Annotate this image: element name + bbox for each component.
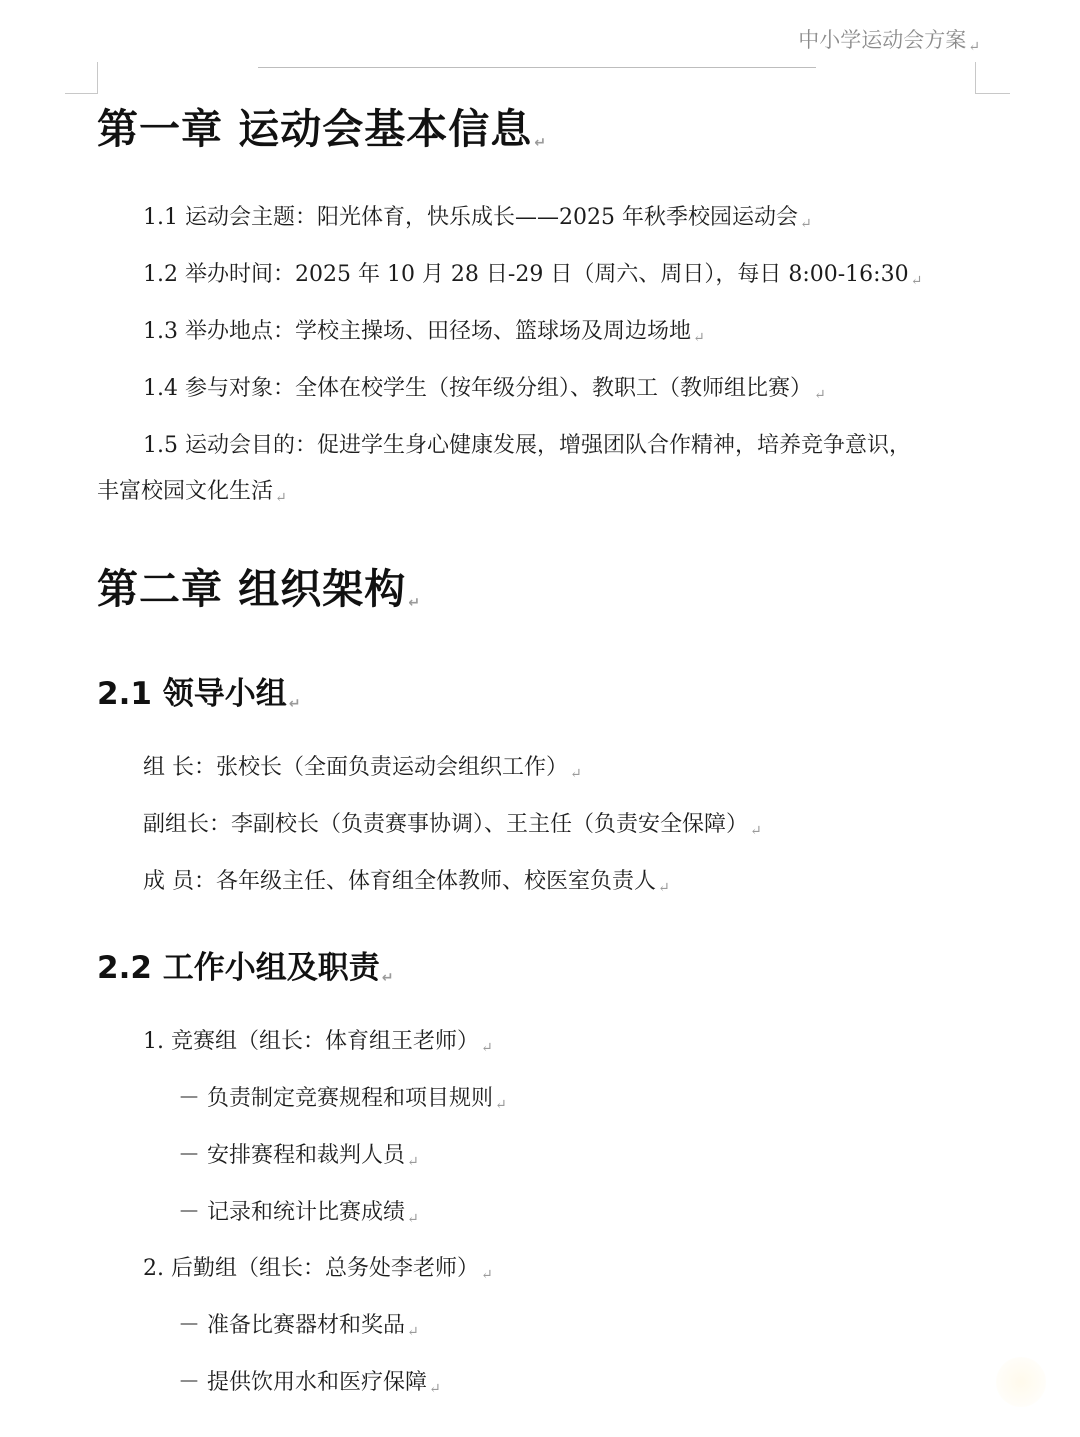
info-item-text: 1.3 举办地点：学校主操场、田径场、篮球场及周边场地 bbox=[143, 319, 691, 344]
deputy-leader-line-text: 副组长：李副校长（负责赛事协调）、王主任（负责安全保障） bbox=[143, 812, 749, 837]
duty-text: － 提供饮用水和医疗保障 bbox=[178, 1370, 427, 1395]
paragraph-mark-icon: ↵ bbox=[692, 330, 705, 346]
paragraph-mark-icon: ↵ bbox=[750, 823, 762, 839]
chapter-2-heading bbox=[97, 556, 421, 615]
paragraph-mark-icon: ↵ bbox=[407, 1324, 419, 1340]
section-2-1-title: 2.1 领导小组 bbox=[97, 676, 287, 712]
leader-line bbox=[143, 750, 582, 782]
paragraph-mark-icon: ↵ bbox=[275, 490, 287, 506]
duty-item bbox=[178, 1195, 419, 1227]
paragraph-mark-icon: ↵ bbox=[570, 766, 582, 782]
group-label: 2. 后勤组（组长：总务处李老师） bbox=[143, 1256, 479, 1281]
paragraph-mark-icon: ↵ bbox=[813, 387, 826, 403]
header-rule bbox=[258, 67, 816, 68]
paragraph-mark-icon: ↵ bbox=[407, 1154, 419, 1170]
group-label: 1. 竞赛组（组长：体育组王老师） bbox=[143, 1029, 479, 1054]
info-item-purpose bbox=[143, 428, 911, 459]
section-2-2-heading bbox=[97, 942, 393, 987]
paragraph-mark-icon: ↵ bbox=[407, 1211, 419, 1227]
header-title: 中小学运动会方案 bbox=[798, 28, 967, 52]
section-2-1-heading bbox=[97, 668, 300, 713]
paragraph-mark-icon: ↵ bbox=[408, 595, 422, 611]
chapter-1-heading bbox=[97, 96, 547, 155]
info-item-location bbox=[143, 314, 705, 346]
watermark-icon bbox=[996, 1357, 1046, 1407]
info-item-purpose-continued bbox=[97, 474, 287, 506]
crop-mark-right bbox=[975, 93, 1010, 94]
duty-text: － 准备比赛器材和奖品 bbox=[178, 1313, 405, 1338]
duty-text: － 记录和统计比赛成绩 bbox=[178, 1200, 405, 1225]
paragraph-mark-icon: ↵ bbox=[481, 1040, 493, 1056]
paragraph-mark-icon: ↵ bbox=[910, 273, 923, 289]
duty-text: － 负责制定竞赛规程和项目规则 bbox=[178, 1086, 493, 1111]
paragraph-mark-icon: ↵ bbox=[429, 1381, 441, 1397]
members-line-text: 成 员：各年级主任、体育组全体教师、校医室负责人 bbox=[143, 869, 656, 894]
paragraph-mark-icon: ↵ bbox=[799, 216, 812, 232]
paragraph-mark-icon: ↵ bbox=[481, 1267, 493, 1283]
leader-line-text: 组 长：张校长（全面负责运动会组织工作） bbox=[143, 755, 568, 780]
info-item-participants bbox=[143, 371, 826, 403]
paragraph-mark-icon: ↵ bbox=[381, 970, 394, 986]
info-item-text: 1.2 举办时间：2025 年 10 月 28 日-29 日（周六、周日），每日 8:00-16:30 bbox=[143, 262, 909, 287]
chapter-1-title: 第一章 运动会基本信息 bbox=[97, 105, 533, 153]
document-header bbox=[798, 24, 980, 55]
paragraph-mark-icon: ↵ bbox=[495, 1097, 507, 1113]
crop-mark-left bbox=[65, 93, 98, 94]
duty-item bbox=[178, 1308, 419, 1340]
info-item-text: 1.4 参与对象：全体在校学生（按年级分组）、教职工（教师组比赛） bbox=[143, 376, 812, 401]
group-item-competition bbox=[143, 1024, 493, 1056]
info-item-time bbox=[143, 257, 922, 289]
duty-item bbox=[178, 1138, 419, 1170]
info-item-text: 1.1 运动会主题：阳光体育，快乐成长——2025 年秋季校园运动会 bbox=[143, 205, 798, 230]
paragraph-mark-icon: ↵ bbox=[658, 880, 670, 896]
duty-text: － 安排赛程和裁判人员 bbox=[178, 1143, 405, 1168]
paragraph-mark-icon: ↵ bbox=[288, 696, 301, 712]
members-line bbox=[143, 864, 670, 896]
section-2-2-title: 2.2 工作小组及职责 bbox=[97, 950, 380, 986]
info-item-text: 1.5 运动会目的：促进学生身心健康发展，增强团队合作精神，培养竞争意识， bbox=[143, 433, 911, 458]
info-item-theme bbox=[143, 200, 812, 232]
group-item-logistics bbox=[143, 1251, 493, 1283]
duty-item bbox=[178, 1081, 507, 1113]
duty-item bbox=[178, 1365, 441, 1397]
deputy-leader-line bbox=[143, 807, 762, 839]
paragraph-mark-icon: ↵ bbox=[534, 135, 548, 151]
chapter-2-title: 第二章 组织架构 bbox=[97, 565, 407, 613]
crop-mark-left bbox=[97, 62, 98, 94]
paragraph-mark-icon: ↵ bbox=[968, 39, 980, 55]
info-item-text: 丰富校园文化生活 bbox=[97, 479, 274, 504]
crop-mark-right bbox=[975, 62, 976, 94]
